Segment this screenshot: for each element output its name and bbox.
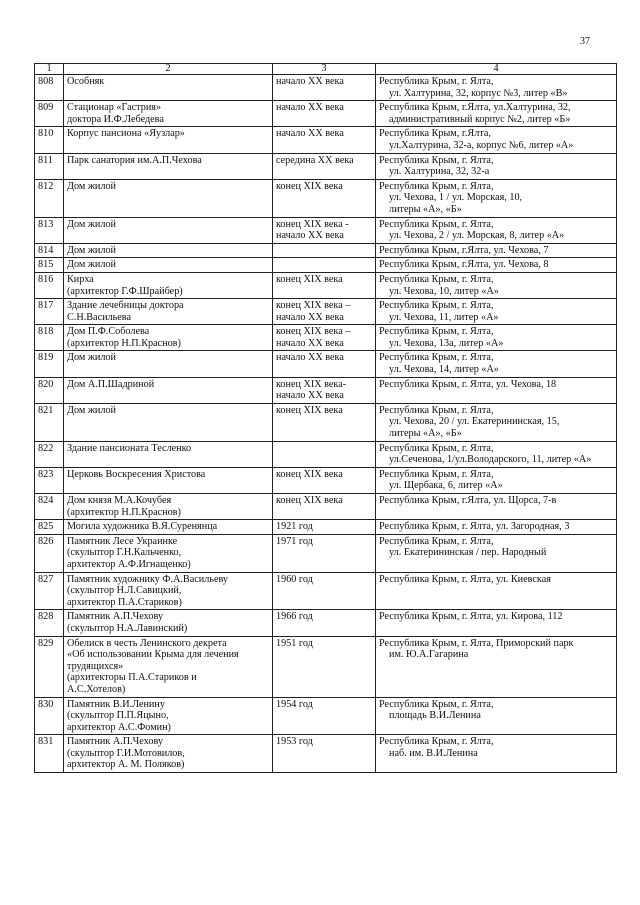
address-cell [376,351,617,377]
period-line: 1971 год [276,535,313,547]
address-line: Республика Крым, г. Ялта, [379,273,494,285]
period-cell [273,520,376,535]
object-name-line: Обелиск в честь Ленинского декрета [67,637,227,649]
table-body [35,75,617,773]
period-line: конец XIX века [276,180,343,192]
period-line: середина XX века [276,154,354,166]
address-line: Республика Крым, г. Ялта, [379,76,494,87]
period-line: 1960 год [276,573,313,585]
address-cell [376,572,617,610]
row-number: 831 [35,735,64,773]
address-line: ул.Сеченова, 1/ул.Володарского, 11, литер «А» [389,454,592,466]
address-cell [376,697,617,735]
object-name-cell [64,520,273,535]
address-line: Республика Крым, г. Ялта, [379,300,494,312]
address-line: Республика Крым, г. Ялта, [379,180,494,192]
table-row [35,610,617,636]
address-line: ул. Чехова, 13а, литер «А» [389,337,504,349]
object-name-cell [64,299,273,325]
table-row [35,467,617,493]
address-cell [376,467,617,493]
row-number: 828 [35,610,64,636]
object-name-line: С.Н.Васильева [67,311,131,323]
address-line: Республика Крым, г. Ялта, [379,218,494,230]
row-number: 821 [35,403,64,441]
object-name-line: Памятник художнику Ф.А.Васильеву [67,573,229,585]
address-line: Республика Крым, г. Ялта, ул. Чехова, 18 [379,378,557,390]
period-cell [273,572,376,610]
object-name-line: Кирха [67,273,94,285]
period-cell [273,735,376,773]
address-line: Республика Крым, г.Ялта, ул.Халтурина, 32, [379,102,571,114]
period-cell [273,243,376,258]
address-line: Республика Крым, г. Ялта, [379,468,494,480]
address-line: ул. Екатерининская / пер. Народный [389,547,547,559]
period-cell [273,179,376,217]
object-name-line: Дом П.Ф.Соболева [67,326,150,338]
object-name-line: Корпус пансиона «Яузлар» [67,128,185,140]
address-line: литеры «А», «Б» [389,428,462,440]
address-line: ул. Щербака, 6, литер «А» [389,480,503,492]
address-line: Республика Крым, г. Ялта, ул. Загородная, 3 [379,521,570,533]
address-cell [376,441,617,467]
period-line: 1954 год [276,698,313,710]
table-row [35,179,617,217]
address-line: им. Ю.А.Гагарина [389,649,469,661]
period-line: конец XIX века [276,273,343,285]
object-name-line: (архитектор Г.Ф.Шрайбер) [67,285,183,297]
object-name-cell [64,101,273,127]
row-number: 826 [35,534,64,572]
object-name-line: (архитектор Н.П.Краснов) [67,506,181,518]
object-name-line: доктора И.Ф.Лебедева [67,113,164,125]
address-line: Республика Крым, г. Ялта, [379,442,494,454]
object-name-line: Здание лечебницы доктора [67,300,184,312]
table-row [35,299,617,325]
object-name-cell [64,494,273,520]
table-row [35,351,617,377]
object-name-line: Дом А.П.Шадриной [67,378,155,390]
table-row [35,572,617,610]
address-cell [376,610,617,636]
address-cell [376,217,617,243]
object-name-line: Дом жилой [67,180,116,192]
object-name-line: Особняк [67,76,105,87]
address-line: наб. им. В.И.Ленина [389,747,478,759]
period-cell [273,351,376,377]
object-name-cell [64,179,273,217]
address-line: ул. Чехова, 1 / ул. Морская, 10, [389,192,523,204]
table-row [35,243,617,258]
object-name-cell [64,441,273,467]
object-name-cell [64,636,273,697]
object-name-line: А.С.Хотелов) [67,683,126,695]
address-line: Республика Крым, г.Ялта, ул. Щорса, 7-в [379,495,557,506]
object-name-line: «Об использовании Крыма для лечения [67,649,239,661]
address-cell [376,243,617,258]
object-name-line: Памятник В.И.Ленину [67,698,165,710]
table-row [35,403,617,441]
address-line: Республика Крым, г. Ялта, [379,535,494,547]
address-line: Республика Крым, г. Ялта, [379,698,494,710]
period-line: начало XX века [276,352,344,364]
object-name-line: Дом жилой [67,218,116,230]
object-name-cell [64,153,273,179]
address-cell [376,272,617,298]
period-line: начало XX века [276,76,344,87]
table-row [35,101,617,127]
table-row [35,127,617,153]
row-number: 823 [35,467,64,493]
period-line: 1951 год [276,637,313,649]
object-name-line: (скульптор Н.Л.Савицкий, [67,585,182,597]
period-cell [273,494,376,520]
row-number: 825 [35,520,64,535]
object-name-line: Дом жилой [67,352,116,364]
address-line: ул. Халтурина, 32, 32-а [389,166,490,178]
object-name-line: Стационар «Гастрия» [67,102,162,114]
header-row [35,64,617,75]
object-name-line: (скульптор Г.Н.Кальченко, [67,547,182,559]
object-name-line: Дом жилой [67,244,116,256]
address-cell [376,403,617,441]
object-name-line: Дом жилой [67,404,116,416]
address-cell [376,520,617,535]
object-name-cell [64,272,273,298]
object-name-line: архитектор А.Ф.Игнащенко) [67,558,191,570]
period-cell [273,610,376,636]
object-name-cell [64,217,273,243]
object-name-line: (архитекторы П.А.Стариков и [67,672,197,684]
table-row [35,325,617,351]
table-row [35,258,617,273]
object-name-line: Могила художника В.Я.Суренянца [67,521,218,533]
address-cell [376,735,617,773]
object-name-cell [64,258,273,273]
row-number: 808 [35,75,64,101]
table-row [35,494,617,520]
address-cell [376,258,617,273]
object-name-cell [64,403,273,441]
address-line: Республика Крым, г. Ялта, [379,154,494,166]
row-number: 827 [35,572,64,610]
address-cell [376,75,617,101]
period-cell [273,636,376,697]
table-row [35,153,617,179]
object-name-cell [64,534,273,572]
column-header-3: 3 [273,64,376,75]
address-line: площадь В.И.Ленина [389,710,481,722]
period-cell [273,258,376,273]
address-cell [376,636,617,697]
period-cell [273,377,376,403]
period-cell [273,299,376,325]
table-row [35,377,617,403]
row-number: 824 [35,494,64,520]
period-line: конец XIX века – [276,326,351,338]
object-name-line: (скульптор П.П.Яцыно, [67,710,169,722]
period-cell [273,403,376,441]
row-number: 811 [35,153,64,179]
object-name-cell [64,572,273,610]
address-cell [376,153,617,179]
address-line: Республика Крым, г.Ялта, ул. Чехова, 7 [379,244,549,256]
address-line: ул. Чехова, 10, литер «А» [389,285,499,297]
address-line: ул. Чехова, 11, литер «А» [389,311,499,323]
object-name-line: архитектор П.А.Стариков) [67,596,182,608]
period-line: конец XIX века - [276,218,349,230]
address-line: Республика Крым, г.Ялта, ул. Чехова, 8 [379,259,549,271]
period-line: 1966 год [276,611,313,623]
period-cell [273,75,376,101]
object-name-cell [64,467,273,493]
column-header-4: 4 [376,64,617,75]
period-line: конец XIX века [276,495,343,506]
object-name-line: Памятник А.П.Чехову [67,611,164,623]
period-cell [273,153,376,179]
period-cell [273,272,376,298]
period-line: 1953 год [276,736,313,748]
table-row [35,697,617,735]
object-name-line: архитектор А.С.Фомин) [67,721,171,733]
object-name-cell [64,735,273,773]
address-line: административный корпус №2, литер «Б» [389,113,571,125]
object-name-cell [64,351,273,377]
address-line: ул. Чехова, 14, литер «А» [389,364,499,376]
period-line: начало XX века [276,128,344,140]
period-cell [273,697,376,735]
object-name-cell [64,610,273,636]
table-row [35,75,617,101]
address-line: ул. Халтурина, 32, корпус №3, литер «В» [389,87,568,99]
table-header [35,64,617,75]
table-row [35,636,617,697]
period-line: 1921 год [276,521,313,533]
table-row [35,735,617,773]
address-cell [376,377,617,403]
object-name-line: трудящихся» [67,660,124,672]
row-number: 830 [35,697,64,735]
row-number: 819 [35,351,64,377]
address-line: Республика Крым, г.Ялта, [379,128,491,140]
object-name-cell [64,697,273,735]
object-name-line: Дом князя М.А.Кочубея [67,495,172,506]
row-number: 814 [35,243,64,258]
address-line: литеры «А», «Б» [389,203,462,215]
page-number: 37 [580,36,590,47]
address-line: Республика Крым, г. Ялта, ул. Кирова, 112 [379,611,563,623]
period-line: начало XX века [276,230,344,242]
address-line: ул. Чехова, 2 / ул. Морская, 8, литер «А» [389,230,565,242]
row-number: 810 [35,127,64,153]
address-cell [376,127,617,153]
row-number: 818 [35,325,64,351]
object-name-cell [64,127,273,153]
period-line: начало XX века [276,337,344,349]
period-cell [273,127,376,153]
period-cell [273,325,376,351]
object-name-line: (скульптор Г.И.Мотовилов, [67,747,185,759]
row-number: 829 [35,636,64,697]
address-line: ул.Халтурина, 32-а, корпус №6, литер «А» [389,139,574,151]
period-line: конец XIX века [276,468,343,480]
row-number: 817 [35,299,64,325]
address-line: Республика Крым, г. Ялта, [379,736,494,748]
object-name-line: Дом жилой [67,259,116,271]
period-cell [273,534,376,572]
address-cell [376,101,617,127]
period-cell [273,441,376,467]
period-cell [273,217,376,243]
address-cell [376,325,617,351]
address-line: ул. Чехова, 20 / ул. Екатерининская, 15, [389,416,560,428]
address-line: Республика Крым, г. Ялта, [379,404,494,416]
period-line: конец XIX века [276,404,343,416]
period-line: конец XIX века – [276,300,351,312]
column-header-1: 1 [35,64,64,75]
row-number: 813 [35,217,64,243]
address-line: Республика Крым, г. Ялта, [379,326,494,338]
period-cell [273,467,376,493]
object-name-line: Памятник А.П.Чехову [67,736,164,748]
row-number: 816 [35,272,64,298]
table-row [35,217,617,243]
period-line: начало XX века [276,311,344,323]
address-cell [376,534,617,572]
object-name-cell [64,325,273,351]
object-name-line: (скульптор Н.А.Лавинский) [67,622,188,634]
object-name-line: Парк санатория им.А.П.Чехова [67,154,202,166]
object-name-line: архитектор А. М. Поляков) [67,759,185,771]
address-cell [376,299,617,325]
table-row [35,520,617,535]
table-row [35,534,617,572]
object-name-cell [64,243,273,258]
object-name-cell [64,377,273,403]
address-line: Республика Крым, г. Ялта, ул. Киевская [379,573,551,585]
object-name-cell [64,75,273,101]
row-number: 815 [35,258,64,273]
period-cell [273,101,376,127]
address-cell [376,494,617,520]
object-name-line: Памятник Лесе Украинке [67,535,178,547]
period-line: конец XIX века- [276,378,347,390]
address-line: Республика Крым, г. Ялта, [379,352,494,364]
object-name-line: Церковь Воскресения Христова [67,468,206,480]
table-row [35,272,617,298]
row-number: 812 [35,179,64,217]
row-number: 822 [35,441,64,467]
period-line: начало XX века [276,102,344,114]
address-line: Республика Крым, г. Ялта, Приморский парк [379,637,574,649]
row-number: 809 [35,101,64,127]
heritage-registry-table [34,63,617,773]
object-name-line: (архитектор Н.П.Краснов) [67,337,181,349]
row-number: 820 [35,377,64,403]
period-line: начало XX века [276,390,344,402]
address-cell [376,179,617,217]
column-header-2: 2 [64,64,273,75]
object-name-line: Здание пансионата Тесленко [67,442,192,454]
table-row [35,441,617,467]
